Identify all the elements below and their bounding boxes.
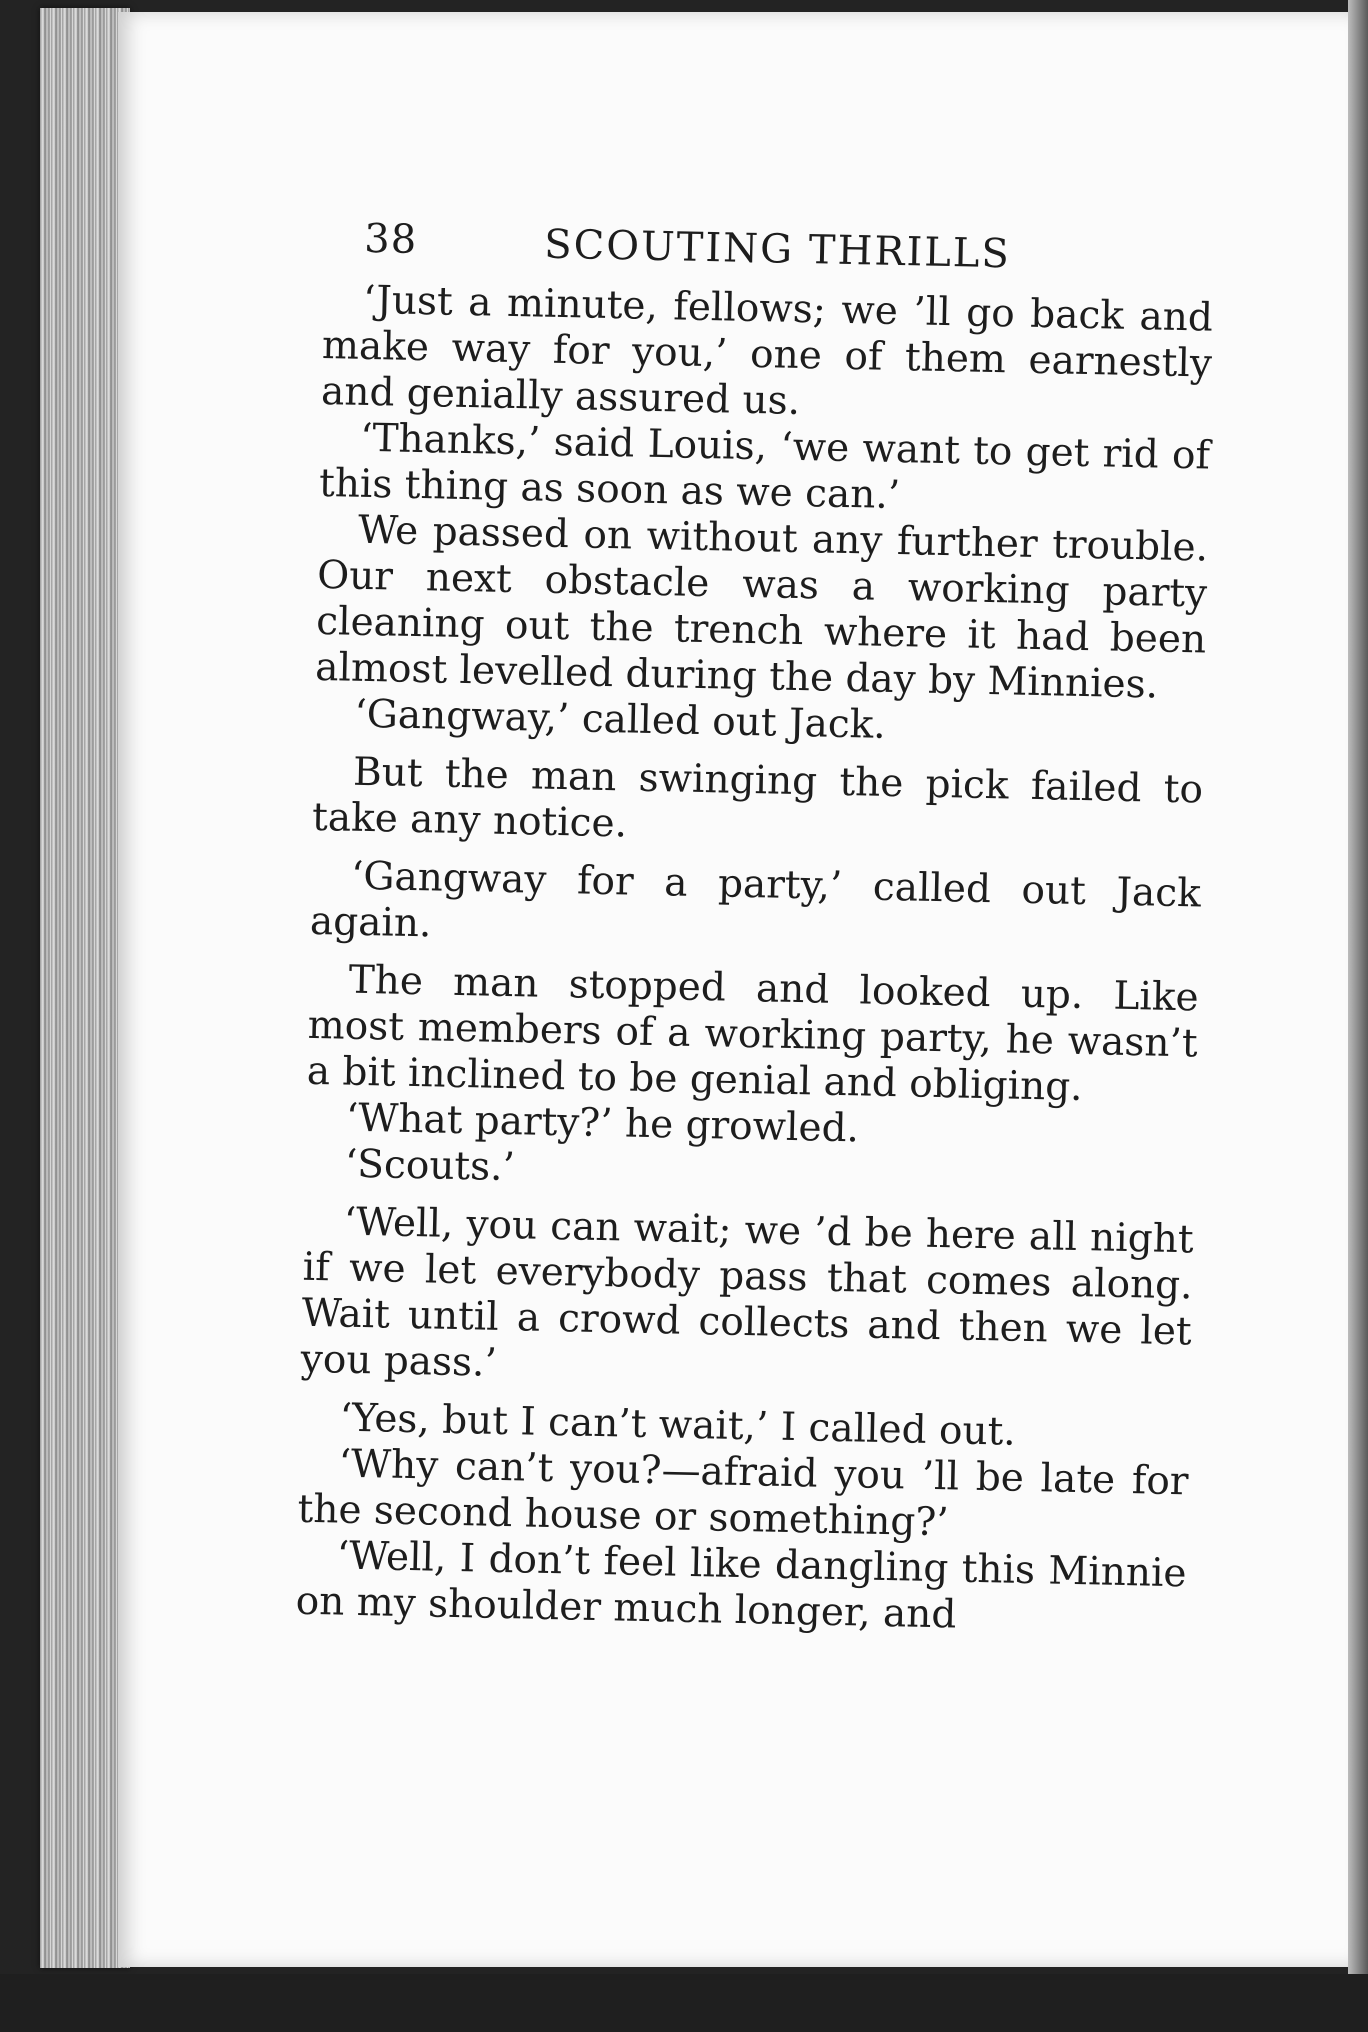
paragraph: ‘Gangway for a party,’ called out Jack again.: [309, 853, 1202, 947]
paragraph: ‘Just a minute, fellows; we ’ll go back and make way for you,’ one of them earnestly and genially assured us.: [320, 277, 1214, 424]
paragraph: ‘Yes, but I can’t wait,’ I called out.: [339, 1395, 1017, 1455]
page-text-block: [295, 205, 1215, 1643]
paragraph: ‘Gangway,’ called out Jack.: [353, 691, 887, 748]
page-number: 38: [363, 215, 418, 263]
paragraph: The man stopped and looked up. Like most members of a working party, he wasn’t a bit inclined to be genial and obliging.: [306, 957, 1200, 1111]
paragraph: ‘Scouts.’: [344, 1141, 516, 1191]
running-title: SCOUTING THRILLS: [543, 221, 1012, 278]
paragraph: ‘Well, I don’t feel like dangling this Minnie on my shoulder much longer, and: [295, 1533, 1187, 1638]
book-page-edges: [40, 8, 130, 1968]
paragraph: ‘Well, you can wait; we ’d be here all night if we let everybody pass that comes along. Wait until a crowd collects and then we let you pass.’: [300, 1199, 1194, 1386]
paragraph: ‘Why can’t you?—afraid you ’ll be late for the second house or something?’: [297, 1441, 1189, 1546]
paragraph: We passed on without any further trouble. Our next obstacle was a working party cleaning out the trench where it had been almost levelled during the day by Minnies.: [314, 507, 1209, 708]
scan-bottom-border: [0, 1974, 1368, 2032]
paragraph: ‘Thanks,’ said Louis, ‘we want to get rid of this thing as soon as we can.’: [318, 415, 1211, 519]
paragraph: ‘What party?’ he growled.: [345, 1095, 860, 1152]
page-right-edge: [1348, 0, 1368, 2032]
paragraph: But the man swinging the pick failed to take any notice.: [311, 749, 1204, 847]
